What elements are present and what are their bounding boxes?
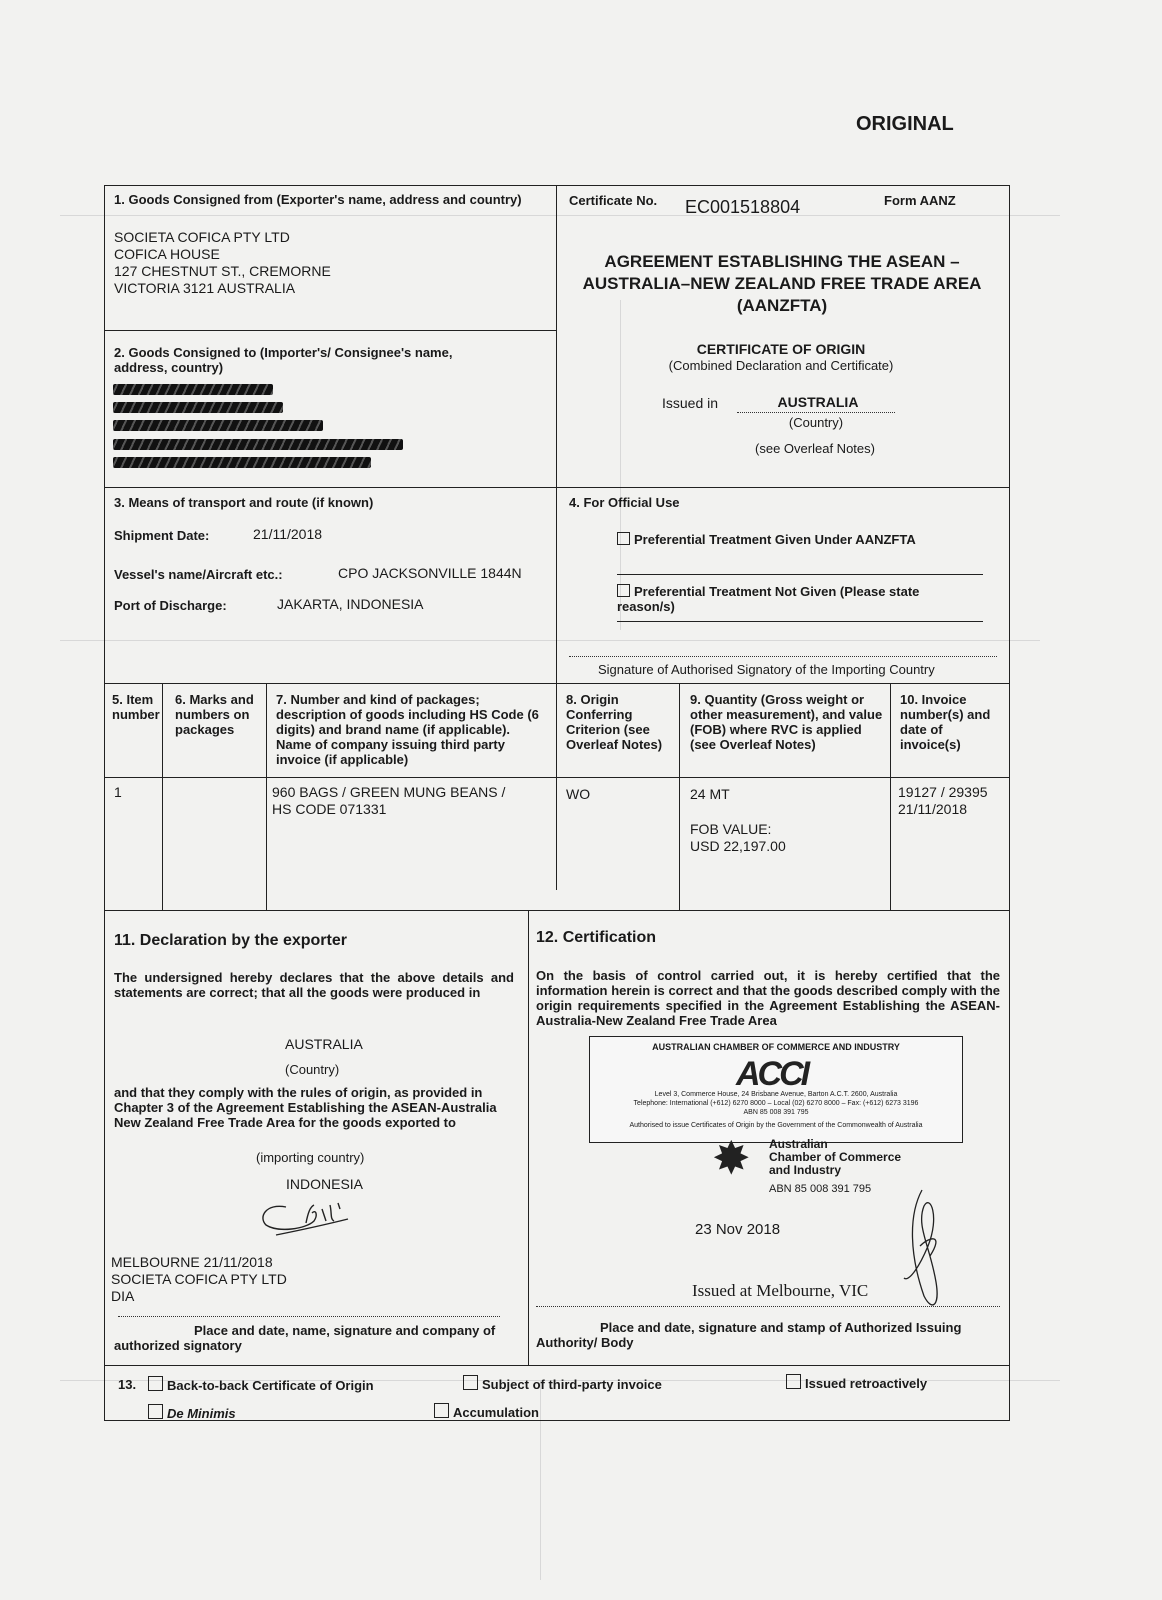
exporter-line: COFICA HOUSE <box>114 246 220 262</box>
issued-in-country: AUSTRALIA <box>777 394 859 410</box>
chamber-seal <box>769 1138 901 1177</box>
checkbox[interactable] <box>434 1403 449 1418</box>
produced-in-country: AUSTRALIA <box>285 1036 363 1052</box>
vessel-label: Vessel's name/Aircraft etc.: <box>114 567 283 582</box>
country-caption: (Country) <box>788 415 844 430</box>
certification-text: On the basis of control carried out, it is hereby certified that the information herein is correct and that the goods described comply with the origin requirements specified in the Agreement Establishing the ASEAN-Australia-New Zealand Free Trade Area <box>536 968 1000 1028</box>
authority-signature <box>900 1186 950 1316</box>
checkbox[interactable] <box>463 1375 478 1390</box>
preferential-not-given: Preferential Treatment Not Given (Please state reason/s) <box>617 584 920 614</box>
box12-heading: 12. Certification <box>536 929 657 946</box>
issued-at: Issued at Melbourne, VIC <box>692 1281 869 1300</box>
authorized-signatory <box>111 1254 287 1305</box>
certification-date: 23 Nov 2018 <box>695 1221 781 1238</box>
importing-country-caption: (importing country) <box>256 1150 365 1165</box>
invoice-date: 21/11/2018 <box>898 801 968 817</box>
col-description: 7. Number and kind of packages; description of goods including HS Code (6 digits) and brand name (if applicable). Name of company issuing third party invoice (if applicable) <box>276 692 539 767</box>
item-number: 1 <box>114 784 122 800</box>
goods-description-line: 960 BAGS / GREEN MUNG BEANS / <box>272 784 506 800</box>
redacted-consignee <box>113 420 323 431</box>
box12-caption: Place and date, signature and stamp of Authorized Issuing Authority/ Body <box>536 1320 962 1350</box>
signatory-place-date: MELBOURNE 21/11/2018 <box>111 1254 273 1270</box>
fob-value: USD 22,197.00 <box>690 838 786 854</box>
redacted-consignee <box>113 457 371 468</box>
certificate-no-label: Certificate No. <box>569 193 658 208</box>
checkbox[interactable] <box>148 1404 163 1419</box>
box11-heading: 11. Declaration by the exporter <box>114 932 347 949</box>
exporter-line: VICTORIA 3121 AUSTRALIA <box>114 280 296 296</box>
port-of-discharge: JAKARTA, INDONESIA <box>277 596 424 612</box>
signatory-title: DIA <box>111 1288 135 1304</box>
agreement-title: AGREEMENT ESTABLISHING THE ASEAN – AUSTRALIA–NEW ZEALAND FREE TRADE AREA (AANZFTA) <box>582 252 982 315</box>
exporter-signature <box>256 1195 366 1245</box>
back-to-back-option: Back-to-back Certificate of Origin <box>148 1376 374 1393</box>
col-quantity: 9. Quantity (Gross weight or other measurement), and value (FOB) where RVC is applied (see Overleaf Notes) <box>690 692 883 752</box>
exporter-line: SOCIETA COFICA PTY LTD <box>114 229 290 245</box>
shipment-date: 21/11/2018 <box>253 526 323 542</box>
redacted-consignee <box>113 384 273 395</box>
stamp-title: AUSTRALIAN CHAMBER OF COMMERCE AND INDUSTRY <box>652 1042 900 1052</box>
de-minimis-option: De Minimis <box>148 1404 236 1421</box>
stamp-abn: ABN 85 008 391 795 <box>743 1109 809 1116</box>
country-caption: (Country) <box>285 1062 340 1077</box>
col-invoice: 10. Invoice number(s) and date of invoice(s) <box>900 692 991 752</box>
goods-description-line: HS CODE 071331 <box>272 801 387 817</box>
box4-heading: 4. For Official Use <box>569 495 680 510</box>
checkbox[interactable] <box>148 1376 163 1391</box>
stamp-address: Level 3, Commerce House, 24 Brisbane Avenue, Barton A.C.T. 2600, Australia <box>654 1091 898 1098</box>
signatory-company: SOCIETA COFICA PTY LTD <box>111 1271 287 1287</box>
seal-line: Australian <box>769 1137 828 1151</box>
shipment-date-label: Shipment Date: <box>114 528 210 543</box>
exporter-address <box>114 229 331 297</box>
col-marks: 6. Marks and numbers on packages <box>175 692 254 737</box>
box1-heading: 1. Goods Consigned from (Exporter's name, address and country) <box>114 192 522 207</box>
col-criterion: 8. Origin Conferring Criterion (see Overleaf Notes) <box>566 692 663 752</box>
acci-stamp <box>589 1036 963 1143</box>
checkbox[interactable] <box>617 532 630 545</box>
box2-heading: 2. Goods Consigned to (Importer's/ Consignee's name, address, country) <box>114 345 453 375</box>
original-label: ORIGINAL <box>856 113 954 135</box>
stamp-authorisation: Authorised to issue Certificates of Origin by the Government of the Commonwealth of Australia <box>629 1122 923 1129</box>
retroactive-option: Issued retroactively <box>786 1374 927 1391</box>
certificate-title: CERTIFICATE OF ORIGIN <box>696 341 866 357</box>
box3-heading: 3. Means of transport and route (if known) <box>114 495 374 510</box>
preferential-given: Preferential Treatment Given Under AANZFTA <box>617 532 916 547</box>
certificate-number: EC001518804 <box>685 197 801 217</box>
importing-country: INDONESIA <box>286 1176 364 1192</box>
fob-label: FOB VALUE: <box>690 821 772 837</box>
acci-logo: ACCI <box>736 1055 808 1093</box>
accumulation-option: Accumulation <box>434 1403 539 1420</box>
goods-description <box>272 784 505 818</box>
form-label: Form AANZ <box>884 193 956 208</box>
checkbox[interactable] <box>617 584 630 597</box>
redacted-consignee <box>113 439 403 450</box>
declaration-text: The undersigned hereby declares that the above details and statements are correct; that all the goods were produced in <box>114 970 514 1000</box>
seal-line: and Industry <box>769 1163 842 1177</box>
quantity: 24 MT <box>690 786 730 802</box>
issued-in-label: Issued in <box>662 395 719 411</box>
chamber-star-icon: ✸ <box>712 1132 751 1184</box>
origin-criterion: WO <box>566 786 591 802</box>
stamp-phone: Telephone: International (+612) 6270 8000 – Local (02) 6270 8000 – Fax: (+612) 6273 3196 <box>633 1100 919 1107</box>
seal-abn: ABN 85 008 391 795 <box>769 1183 872 1195</box>
importing-signature-caption: Signature of Authorised Signatory of the Importing Country <box>598 662 935 677</box>
col-item-number: 5. Item number <box>112 692 160 722</box>
redacted-consignee <box>113 402 283 413</box>
exporter-line: 127 CHESTNUT ST., CREMORNE <box>114 263 331 279</box>
box11-caption: Place and date, name, signature and company of authorized signatory <box>114 1323 496 1353</box>
invoice-number: 19127 / 29395 <box>898 784 988 800</box>
box13-number: 13. <box>118 1377 137 1392</box>
vessel-name: CPO JACKSONVILLE 1844N <box>338 565 522 581</box>
third-party-option: Subject of third-party invoice <box>463 1375 662 1392</box>
seal-line: Chamber of Commerce <box>769 1150 902 1164</box>
overleaf-note: (see Overleaf Notes) <box>755 441 875 456</box>
certificate-subtitle: (Combined Declaration and Certificate) <box>668 358 894 373</box>
checkbox[interactable] <box>786 1374 801 1389</box>
port-label: Port of Discharge: <box>114 598 227 613</box>
declaration-text-2: and that they comply with the rules of origin, as provided in Chapter 3 of the Agreement Establishing the ASEAN-Australia New Zealand Free Trade Area for the goods exported to <box>114 1085 497 1130</box>
